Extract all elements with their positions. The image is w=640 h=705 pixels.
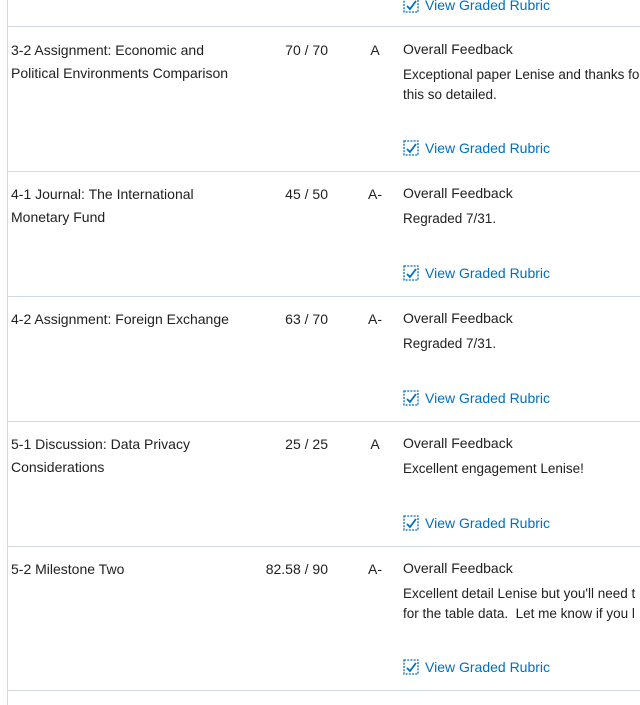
assignment-grade: A- — [368, 311, 382, 327]
rubric-link-label: View Graded Rubric — [425, 659, 551, 675]
rubric-icon — [403, 515, 419, 531]
rubric-link-label: View Graded Rubric — [425, 265, 551, 281]
rubric-link-label: View Graded Rubric — [425, 515, 551, 531]
view-graded-rubric-link[interactable] — [403, 658, 550, 676]
rubric-link-label: View Graded Rubric — [425, 0, 551, 13]
assignment-score: 63 / 70 — [285, 311, 328, 327]
assignment-name: 4-2 Assignment: Foreign Exchange — [11, 311, 229, 327]
rubric-icon — [403, 140, 419, 156]
rubric-icon — [403, 659, 419, 675]
assignment-grade: A- — [368, 561, 382, 577]
assignment-grade: A- — [368, 186, 382, 202]
view-graded-rubric-link[interactable] — [403, 139, 550, 157]
row-divider — [8, 171, 640, 172]
assignment-name: 3-2 Assignment: Economic and Political Environments Comparison — [11, 42, 229, 81]
view-graded-rubric-link[interactable] — [403, 389, 550, 407]
assignment-score: 70 / 70 — [285, 42, 328, 58]
view-graded-rubric-link[interactable] — [403, 264, 550, 282]
rubric-icon — [403, 265, 419, 281]
rubric-icon — [403, 390, 419, 406]
row-divider — [8, 26, 640, 27]
view-graded-rubric-link[interactable] — [403, 514, 550, 532]
feedback-title: Overall Feedback — [403, 435, 513, 451]
feedback-text: Regraded 7/31. — [403, 211, 497, 226]
rubric-link-label: View Graded Rubric — [425, 140, 551, 156]
assignment-name: 5-2 Milestone Two — [11, 561, 125, 577]
feedback-text: Excellent detail Lenise but you'll need t for the table data. Let me know if you l — [403, 586, 636, 621]
feedback-title: Overall Feedback — [403, 560, 513, 576]
rubric-icon — [403, 0, 419, 13]
feedback-title: Overall Feedback — [403, 41, 513, 57]
row-divider — [8, 546, 640, 547]
row-divider — [8, 296, 640, 297]
feedback-text: Excellent engagement Lenise! — [403, 461, 584, 476]
feedback-title: Overall Feedback — [403, 185, 513, 201]
row-divider — [8, 421, 640, 422]
assignment-score: 25 / 25 — [285, 436, 328, 452]
assignment-grade: A — [370, 42, 380, 58]
assignment-grade: A — [370, 436, 380, 452]
table-left-border — [7, 0, 8, 705]
row-divider — [8, 690, 640, 691]
assignment-score: 45 / 50 — [285, 186, 328, 202]
assignment-name: 5-1 Discussion: Data Privacy Considerations — [11, 436, 190, 475]
rubric-link-label: View Graded Rubric — [425, 390, 551, 406]
assignment-score: 82.58 / 90 — [265, 561, 328, 577]
feedback-text: Exceptional paper Lenise and thanks fo this so detailed. — [403, 67, 640, 102]
feedback-title: Overall Feedback — [403, 310, 513, 326]
assignment-name: 4-1 Journal: The International Monetary Fund — [11, 186, 194, 225]
view-graded-rubric-link-previous[interactable] — [403, 0, 550, 14]
feedback-text: Regraded 7/31. — [403, 336, 497, 351]
